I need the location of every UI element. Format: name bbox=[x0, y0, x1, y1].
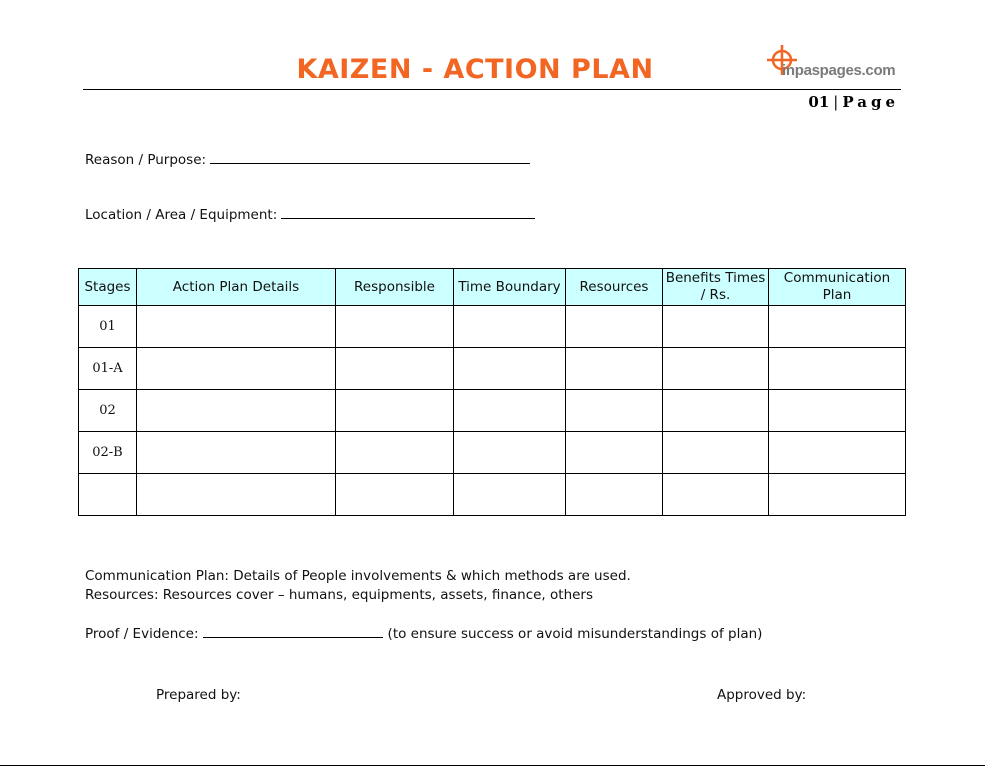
table-cell[interactable] bbox=[336, 348, 454, 390]
logo bbox=[766, 44, 901, 80]
table-cell[interactable] bbox=[769, 348, 906, 390]
table-cell[interactable] bbox=[769, 474, 906, 516]
approved-by-label: Approved by: bbox=[717, 687, 807, 703]
table-cell[interactable] bbox=[663, 306, 769, 348]
header-resources: Resources bbox=[566, 269, 663, 306]
stage-cell bbox=[79, 474, 137, 516]
table-cell[interactable] bbox=[454, 390, 566, 432]
proof-label: Proof / Evidence: bbox=[85, 626, 199, 642]
table-cell[interactable] bbox=[566, 348, 663, 390]
header-benefits: Benefits Times / Rs. bbox=[663, 269, 769, 306]
header-action-plan-details: Action Plan Details bbox=[137, 269, 336, 306]
communication-note: Communication Plan: Details of People involvements & which methods are used. bbox=[85, 568, 631, 584]
table-cell[interactable] bbox=[336, 432, 454, 474]
table-cell[interactable] bbox=[336, 306, 454, 348]
location-label: Location / Area / Equipment: bbox=[85, 207, 278, 223]
header-stages: Stages bbox=[79, 269, 137, 306]
table-cell[interactable] bbox=[663, 390, 769, 432]
logo-text: inpaspages.com bbox=[782, 62, 896, 79]
stage-cell: 01 bbox=[79, 306, 137, 348]
table-row bbox=[79, 474, 906, 516]
table-cell[interactable] bbox=[566, 474, 663, 516]
page-bottom-border bbox=[0, 765, 985, 766]
page-title: KAIZEN - ACTION PLAN bbox=[296, 54, 654, 85]
table-cell[interactable] bbox=[336, 390, 454, 432]
reason-field[interactable] bbox=[210, 149, 530, 164]
table-cell[interactable] bbox=[137, 348, 336, 390]
table-cell[interactable] bbox=[336, 474, 454, 516]
table-cell[interactable] bbox=[137, 474, 336, 516]
proof-row bbox=[85, 623, 762, 642]
proof-field[interactable] bbox=[203, 623, 383, 638]
table-cell[interactable] bbox=[137, 390, 336, 432]
location-row bbox=[85, 204, 535, 223]
table-cell[interactable] bbox=[137, 306, 336, 348]
table-cell[interactable] bbox=[454, 306, 566, 348]
proof-hint: (to ensure success or avoid misunderstandings of plan) bbox=[387, 626, 763, 642]
stage-cell: 01-A bbox=[79, 348, 137, 390]
page-number-label bbox=[808, 93, 899, 111]
page-word: Page bbox=[842, 93, 899, 111]
table-cell[interactable] bbox=[566, 306, 663, 348]
header-responsible: Responsible bbox=[336, 269, 454, 306]
table-cell[interactable] bbox=[566, 390, 663, 432]
header-communication-plan: Communication Plan bbox=[769, 269, 906, 306]
stage-cell: 02-B bbox=[79, 432, 137, 474]
stage-cell: 02 bbox=[79, 390, 137, 432]
header-divider bbox=[83, 89, 901, 90]
table-cell[interactable] bbox=[454, 432, 566, 474]
table-cell[interactable] bbox=[663, 348, 769, 390]
table-cell[interactable] bbox=[663, 432, 769, 474]
table-cell[interactable] bbox=[454, 474, 566, 516]
header-time-boundary: Time Boundary bbox=[454, 269, 566, 306]
table-row bbox=[79, 432, 906, 474]
location-field[interactable] bbox=[281, 204, 535, 219]
page-number: 01 bbox=[808, 93, 830, 111]
table-header-row bbox=[79, 269, 906, 306]
table-row bbox=[79, 306, 906, 348]
reason-label: Reason / Purpose: bbox=[85, 152, 207, 168]
page-separator: | bbox=[833, 93, 839, 111]
prepared-by-label: Prepared by: bbox=[156, 687, 241, 703]
table-cell[interactable] bbox=[454, 348, 566, 390]
table-cell[interactable] bbox=[663, 474, 769, 516]
table-cell[interactable] bbox=[769, 306, 906, 348]
table-cell[interactable] bbox=[769, 432, 906, 474]
resources-note: Resources: Resources cover – humans, equipments, assets, finance, others bbox=[85, 587, 594, 603]
reason-row bbox=[85, 149, 530, 168]
table-cell[interactable] bbox=[769, 390, 906, 432]
action-plan-table bbox=[78, 268, 906, 516]
table-row bbox=[79, 390, 906, 432]
table-row bbox=[79, 348, 906, 390]
table-cell[interactable] bbox=[137, 432, 336, 474]
table-cell[interactable] bbox=[566, 432, 663, 474]
